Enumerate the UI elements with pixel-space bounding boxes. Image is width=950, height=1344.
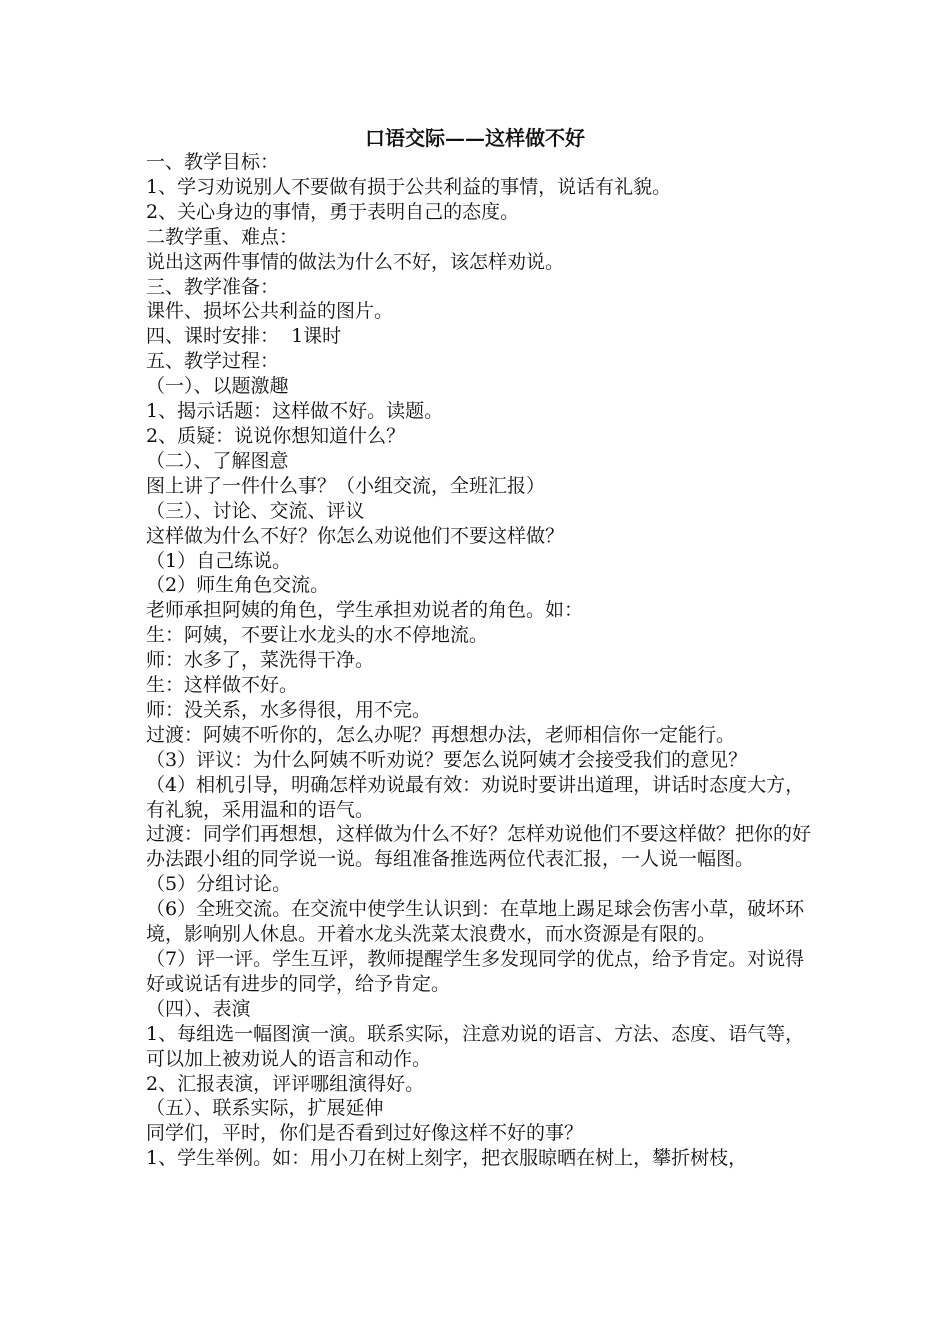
- paragraph: 1、每组选一幅图演一演。联系实际，注意劝说的语言、方法、态度、语气等，可以加上被劝说人的语言和动作。: [146, 1022, 805, 1070]
- paragraph: （3）评议：为什么阿姨不听劝说？要怎么说阿姨才会接受我们的意见？: [146, 748, 748, 771]
- paragraph: （四）、表演: [146, 997, 251, 1020]
- paragraph: 三、教学准备：: [146, 275, 280, 298]
- paragraph: 二教学重、难点：: [146, 225, 299, 248]
- paragraph: 过渡：阿姨不听你的，怎么办呢？再想想办法，老师相信你一定能行。: [146, 723, 736, 746]
- paragraph: 师：没关系，水多得很，用不完。: [146, 698, 432, 721]
- paragraph: 同学们，平时，你们是否看到过好像这样不好的事？: [146, 1122, 584, 1145]
- paragraph: （一）、以题激趣: [146, 375, 289, 398]
- paragraph: 师：水多了，菜洗得干净。: [146, 649, 375, 672]
- paragraph: 四、课时安排： 1课时: [146, 325, 342, 348]
- paragraph: 过渡：同学们再想想，这样做为什么不好？怎样劝说他们不要这样做？把你的好办法跟小组的同学说一说。每组准备推选两位代表汇报，一人说一幅图。: [146, 823, 812, 871]
- paragraph: （4）相机引导，明确怎样劝说最有效：劝说时要讲出道理，讲话时态度大方，有礼貌，采用温和的语气。: [146, 773, 805, 821]
- paragraph: 说出这两件事情的做法为什么不好，该怎样劝说。: [146, 250, 565, 273]
- paragraph: 老师承担阿姨的角色，学生承担劝说者的角色。如：: [146, 599, 584, 622]
- paragraph: 生：阿姨，不要让水龙头的水不停地流。: [146, 624, 489, 647]
- paragraph: （5）分组讨论。: [146, 873, 292, 896]
- document-body: [146, 150, 816, 1171]
- paragraph: 1、学生举例。如：用小刀在树上刻字，把衣服晾晒在树上，攀折树枝，: [146, 1147, 748, 1170]
- paragraph: 这样做为什么不好？你怎么劝说他们不要这样做？: [146, 524, 565, 547]
- paragraph: （1）自己练说。: [146, 549, 292, 572]
- paragraph: 一、教学目标：: [146, 151, 280, 173]
- paragraph: 课件、损坏公共利益的图片。: [146, 300, 394, 323]
- paragraph: 2、质疑：说说你想知道什么？: [146, 424, 406, 447]
- paragraph: 生：这样做不好。: [146, 674, 299, 697]
- paragraph: 1、学习劝说别人不要做有损于公共利益的事情，说话有礼貌。: [146, 175, 672, 198]
- paragraph: （二）、了解图意: [146, 449, 289, 472]
- paragraph: 五、教学过程：: [146, 350, 280, 373]
- paragraph: 2、关心身边的事情，勇于表明自己的态度。: [146, 200, 520, 223]
- paragraph: 1、揭示话题：这样做不好。读题。: [146, 400, 444, 423]
- paragraph: （2）师生角色交流。: [146, 574, 330, 597]
- document-title: 口语交际——这样做不好: [365, 126, 585, 150]
- paragraph: （三）、讨论、交流、评议: [146, 499, 365, 522]
- paragraph: （五）、联系实际，扩展延伸: [146, 1097, 384, 1120]
- paragraph: （7）评一评。学生互评，教师提醒学生多发现同学的优点，给予肯定。对说得好或说话有进步的同学，给予肯定。: [146, 948, 805, 995]
- paragraph: 图上讲了一件什么事？（小组交流，全班汇报）: [146, 474, 546, 497]
- paragraph: （6）全班交流。在交流中使学生认识到：在草地上踢足球会伤害小草，破坏环境，影响别人休息。开着水龙头洗菜太浪费水，而水资源是有限的。: [146, 898, 805, 946]
- paragraph: 2、汇报表演，评评哪组演得好。: [146, 1072, 425, 1095]
